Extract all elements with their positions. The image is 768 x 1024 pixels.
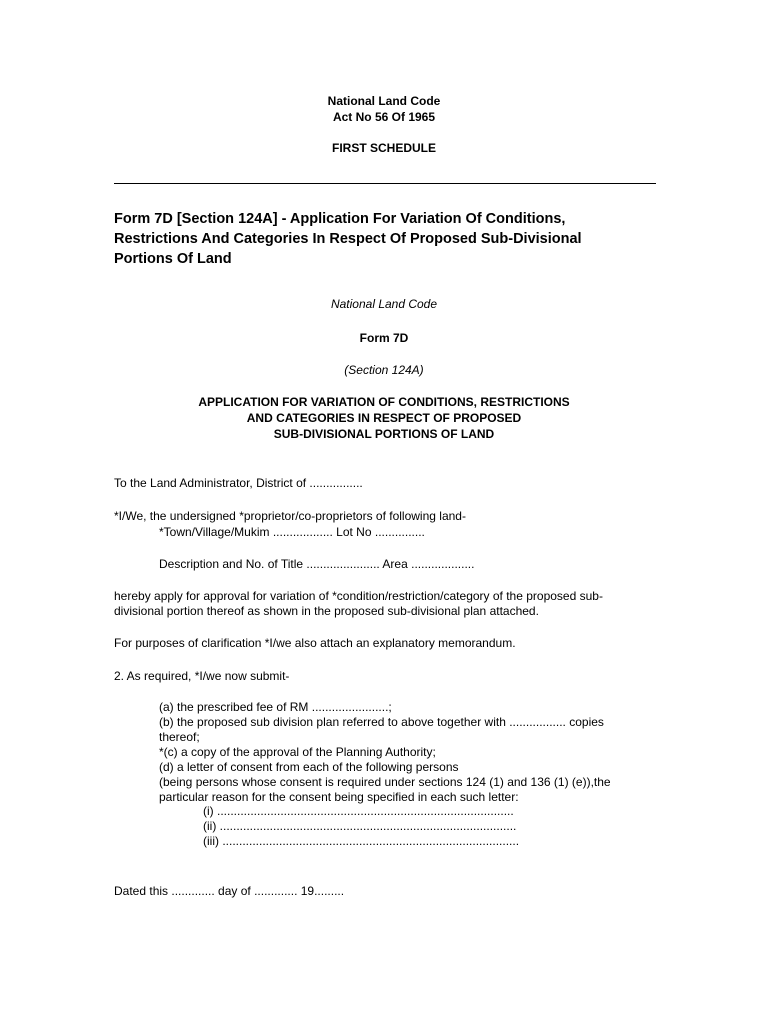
item-c: *(c) a copy of the approval of the Planning Authority; xyxy=(159,745,436,759)
submit-line: 2. As required, *I/we now submit- xyxy=(114,669,290,683)
title-line-2: Restrictions And Categories In Respect Of Proposed Sub-Divisional xyxy=(114,231,582,247)
sub-item-ii: (ii) ......................................................................................... xyxy=(203,819,517,833)
title-area-line: Description and No. of Title ...................... Area ................... xyxy=(159,557,475,571)
applicant-line: *I/We, the undersigned *proprietor/co-proprietors of following land- xyxy=(114,509,466,523)
sub-item-iii: (iii) ......................................................................................... xyxy=(203,834,520,848)
item-b-line-1: (b) the proposed sub division plan referred to above together with ................. copies xyxy=(159,715,604,729)
form-number: Form 7D xyxy=(359,331,409,345)
title-line-3: Portions Of Land xyxy=(114,251,232,267)
dated-line: Dated this ............. day of ............. 19......... xyxy=(114,884,345,898)
to-line: To the Land Administrator, District of ................ xyxy=(114,476,363,490)
item-a: (a) the prescribed fee of RM .......................; xyxy=(159,700,392,714)
header-line-1: National Land Code xyxy=(327,94,441,108)
item-b-line-2: thereof; xyxy=(159,730,200,744)
document-title xyxy=(114,209,654,269)
horizontal-divider xyxy=(114,183,656,184)
item-d-line-2: (being persons whose consent is required under sections 124 (1) and 136 (1) (e)),the xyxy=(159,775,611,789)
application-heading-1: APPLICATION FOR VARIATION OF CONDITIONS, RESTRICTIONS xyxy=(198,395,570,409)
schedule-heading: FIRST SCHEDULE xyxy=(331,141,436,155)
form-section: (Section 124A) xyxy=(344,363,424,377)
town-lot-line: *Town/Village/Mukim .................. Lot No ............... xyxy=(159,525,425,539)
application-heading-3: SUB-DIVISIONAL PORTIONS OF LAND xyxy=(273,427,495,441)
item-d: (d) a letter of consent from each of the following persons xyxy=(159,760,459,774)
title-line-1: Form 7D [Section 124A] - Application For Variation Of Conditions, xyxy=(114,211,566,227)
apply-line-1: hereby apply for approval for variation of *condition/restriction/category of the proposed sub- xyxy=(114,589,603,603)
clarification-line: For purposes of clarification *I/we also attach an explanatory memorandum. xyxy=(114,636,516,650)
item-d-line-3: particular reason for the consent being specified in each such letter: xyxy=(159,790,519,804)
apply-line-2: divisional portion thereof as shown in the proposed sub-divisional plan attached. xyxy=(114,604,539,618)
sub-item-i: (i) ......................................................................................... xyxy=(203,804,514,818)
form-code-label: National Land Code xyxy=(330,297,438,311)
application-heading-2: AND CATEGORIES IN RESPECT OF PROPOSED xyxy=(246,411,522,425)
header-line-2: Act No 56 Of 1965 xyxy=(332,110,436,124)
